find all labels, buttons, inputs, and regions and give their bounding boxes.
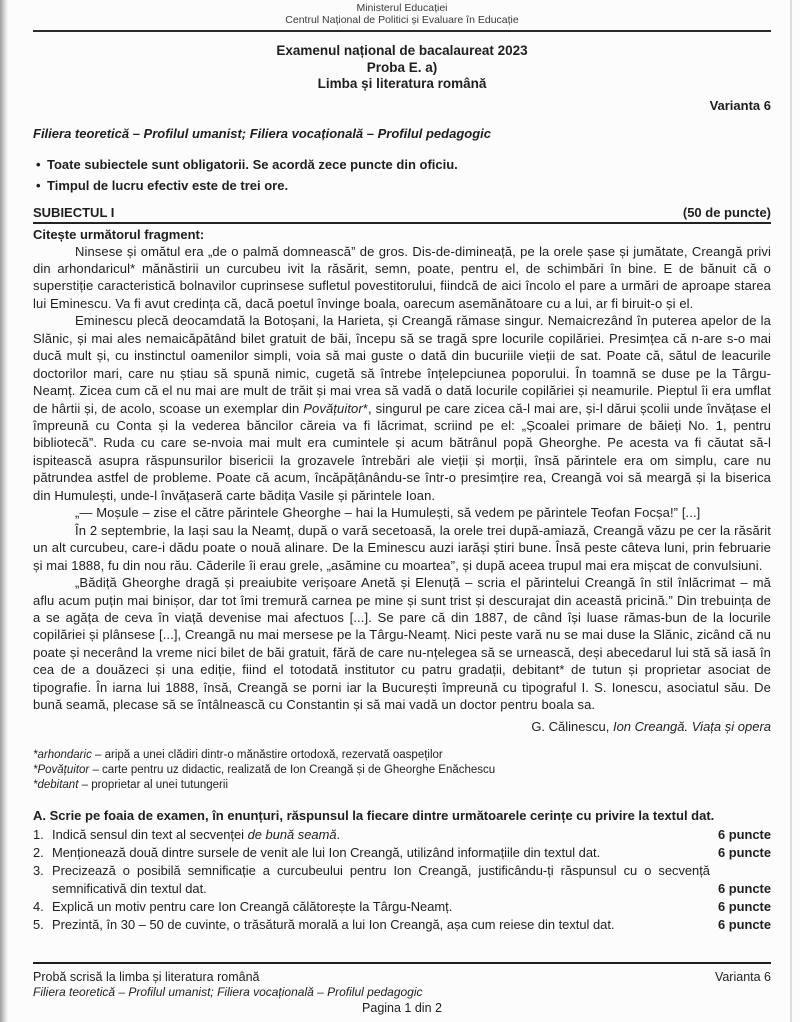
instruction-item [33,154,771,176]
footer-page-number: Pagina 1 din 2 [362,1001,442,1015]
item-text-run: Prezintă, în 30 – 50 de cuvinte, o trăsătură morală a lui Ion Creangă, așa cum reiese din textul dat. [52,917,615,933]
item-points: 6 puncte [717,917,771,933]
subject-points: (50 de puncte) [682,204,771,220]
scan-edge-left [0,0,9,1022]
footnote [33,748,771,763]
item-text [52,826,710,844]
fragment-paragraph-3: „— Moșule – zise el către părintele Gheorghe – hai la Humulești, să vedem pe părintele Teofan Focșa!” [...] [75,505,701,521]
footer-exam-name: Probă scrisă la limba și literatura română [33,970,260,984]
attribution [33,719,771,735]
subject-label: SUBIECTUL I [33,204,115,220]
document-header [33,0,771,26]
item-points: 6 puncte [717,845,771,861]
footnote-term: *arhondaric [33,748,92,761]
footer-row [33,970,771,985]
footnotes-section [33,748,771,793]
item-number: 2. [33,845,44,861]
item-text [52,916,710,934]
item-points: 6 puncte [717,899,771,915]
item-text-run: . [336,827,341,843]
item-number: 1. [33,827,44,843]
fragment-paragraph-5: „Bădiță Gheorghe dragă și preaiubite verișoare Anetă și Elenuță – scria el părintelui Creangă în stil înlăcrimat – mă aflu acum puțin mai binișor, dar tot îmi tremură carnea pe mine și sunt trist și descurajat din această pricină.” Din trebuința de a se agăța de ceva în viață devenise mai afectuos [...]. Se pare că din 1887, de când își luase rămas-bun de la locurile copilăriei și plânsese [...], Creangă nu mai mersese pe la Târgu-Neamț. Nici peste vară nu se mai duse la Slănic, zicând că nu poate și necerând la vreme nici bilet de băi gratuit, fără de care nu-nțelegea să se urnească, deși abecedarul lui stă să iasă în cea de a douăzeci și una ediție, fiind el totodată institutor cu patru gradații, debitant* de tutun și proprietar asociat de tipografie. În iarna lui 1888, însă, Creangă se porni iar la București împreună cu tipograful I. S. Ionescu, asociatul său. De bună seamă, plecase să se întâlnească cu Constantin și să mai vadă un doctor pentru boala sa. [33,575,771,713]
instruction-item [33,175,771,197]
attribution-title: Ion Creangă. Viața și opera [612,718,771,734]
requirements-list [33,826,771,934]
requirement-item [33,826,771,844]
item-text [52,844,710,862]
bullet-icon: • [36,156,41,172]
variant-label: Varianta 6 [709,97,771,113]
footer-rule [33,962,771,964]
requirement-item [33,862,771,898]
instructions-list [33,154,771,197]
footer-variant: Varianta 6 [714,970,771,984]
item-number: 5. [33,917,44,933]
subject-rule [33,222,771,224]
item-text [52,898,710,916]
instruction-text: Toate subiectele sunt obligatorii. Se acordă zece puncte din oficiu. [47,156,458,172]
instruction-text: Timpul de lucru efectiv este de trei ore. [47,178,289,193]
subject-heading-row [33,205,771,220]
item-points: 6 puncte [717,881,771,897]
footnote-definition: – aripă a unei clădiri dintr-o mănăstire ortodoxă, rezervată oaspeților [91,748,443,761]
requirement-item [33,898,771,916]
header-ministry: Ministerul Educației [356,2,448,14]
exam-probe: Proba E. a) [366,59,438,75]
fragment-paragraph-2 [33,312,771,504]
document-footer [33,962,771,1016]
exam-subject: Limba și literatura română [317,76,487,91]
scan-edge-right [790,0,792,1022]
fragment-italic-term: Povățuitor [303,400,363,416]
item-number: 4. [33,899,44,915]
item-number: 3. [33,863,44,879]
attribution-author: G. Călinescu, [531,718,613,734]
exam-title: Examenul național de bacalaureat 2023 [276,43,528,58]
item-text-run: Precizează o posibilă semnificație a curcubeului pentru Ion Creangă, justificându-ți răspunsul cu o secvență semnificativă din textul dat. [52,863,710,897]
header-rule [33,30,771,32]
footnote-term: *debitant [33,778,79,791]
footnote-definition: – proprietar al unei tutungerii [78,778,228,791]
fragment-paragraph-4: În 2 septembrie, la Iași sau la Neamț, după o vară secetoasă, la orele trei după-amiază, Creangă văzu pe cer la răsărit un alt curcubeu, care-i dădu poate o nouă alinare. De la Eminescu auzi iarăși știri bune. Însă peste câteva luni, prin februarie și mai 1888, fu din nou rău. Căderile îi erau grele, „asămine cu moartea”, și după aceea trupul mai era mișcat de convulsiuni. [33,522,771,573]
item-text-run: Menționează două dintre sursele de venit ale lui Ion Creangă, utilizând informațiile din textul dat. [52,845,601,861]
title-block [33,43,771,93]
item-text-run: Explică un motiv pentru care Ion Creangă călătorește la Târgu-Neamț. [52,899,453,915]
footnote-definition: – carte pentru uz didactic, realizată de Ion Creangă și de Gheorghe Enăchescu [89,763,496,776]
requirement-item [33,844,771,862]
track-line: Filiera teoretică – Profilul umanist; Filiera vocațională – Profilul pedagogic [33,125,492,141]
fragment-paragraph-1: Ninsese și omătul era „de o palmă domnească” de gros. Dis-de-dimineață, pe la orele șase și jumătate, Creangă privi din arhondaricul* mănăstirii un curcubeu ivit la răsărit, semn, poate, pentru el, de schimbări în bine. E de bănuit că o superstiție caracteristică bolnavilor cuprinsese sufletul povestitorului, fiindcă de aici încolo el pare a urmări de aproape starea lui Eminescu. Va fi avut credința că, dacă poetul învinge boala, oarecum asemănătoare cu a lui, ar fi biruit-o și el. [33,243,771,311]
footnote [33,763,771,778]
footnote [33,778,771,793]
fragment-text: *, singurul pe care zicea că-l mai are, și-l dărui școlii unde învățase el împreună cu Conta și la vederea băncilor căreia va fi lăcrimat, scriind pe el: „Școalei primare de băieți No. 1, pentru bibliotecă”. Ruda cu care se-nvoia mai mult era cumintele și acum bătrânul popă Gheorghe. Pe acesta va fi căutat să-l ispitească asupra răspunsurilor bisericii la grozavele întrebări ale vieții și morții, însă părintele era om simplu, care nu pătrundea astfel de probleme. Poate că acum, încăpățânându-se într-o presimțire rea, Creangă voi să meargă și la biserica din Humulești, unde-l învățaseră carte bădița Vasile și părintele Ioan. [33,400,771,503]
header-center: Centrul Național de Politici și Evaluare în Educație [285,13,519,26]
item-italic-term: de bună seamă [247,827,337,843]
requirement-item [33,916,771,934]
footnote-term: *Povățuitor [33,763,90,776]
document-page [33,0,771,934]
footer-track: Filiera teoretică – Profilul umanist; Filiera vocațională – Profilul pedagogic [33,985,423,999]
fragment-intro: Citește următorul fragment: [33,226,205,242]
item-points: 6 puncte [717,827,771,843]
bullet-icon: • [36,178,41,193]
item-text-run: Indică sensul din text al secvenței [52,827,248,843]
item-text [52,862,710,898]
fragment-text: Eminescu plecă deocamdată la Botoșani, la Harieta, și Creangă rămase singur. Nemaicrezând în puterea apelor de la Slănic, și mai ales nemaicăpătând bilet gratuit de băi, începu să se tragă spre locurile copilăriei. Presimțea că n-are s-o mai ducă mult și, cu instinctul oamenilor simpli, voia să mai guste o dată din bucuriile vieții de sat. Poate că, sătul de leacurile doctorilor mari, care nu știau să spună nimic, cugetă să întrebe înțelepciunea poporului. În toamnă se duse pe la Târgu-Neamț. Zicea cum că el nu mai are mult de trăit și mai vrea să vadă o dată locurile copilăriei și neamurile. Pieptul îi era umflat de hârtii și, de acolo, scoase un exemplar din [33,313,771,416]
section-a-heading: A. Scrie pe foaia de examen, în enunțuri, răspunsul la fiecare dintre următoarele cerințe cu privire la textul dat. [33,807,715,823]
